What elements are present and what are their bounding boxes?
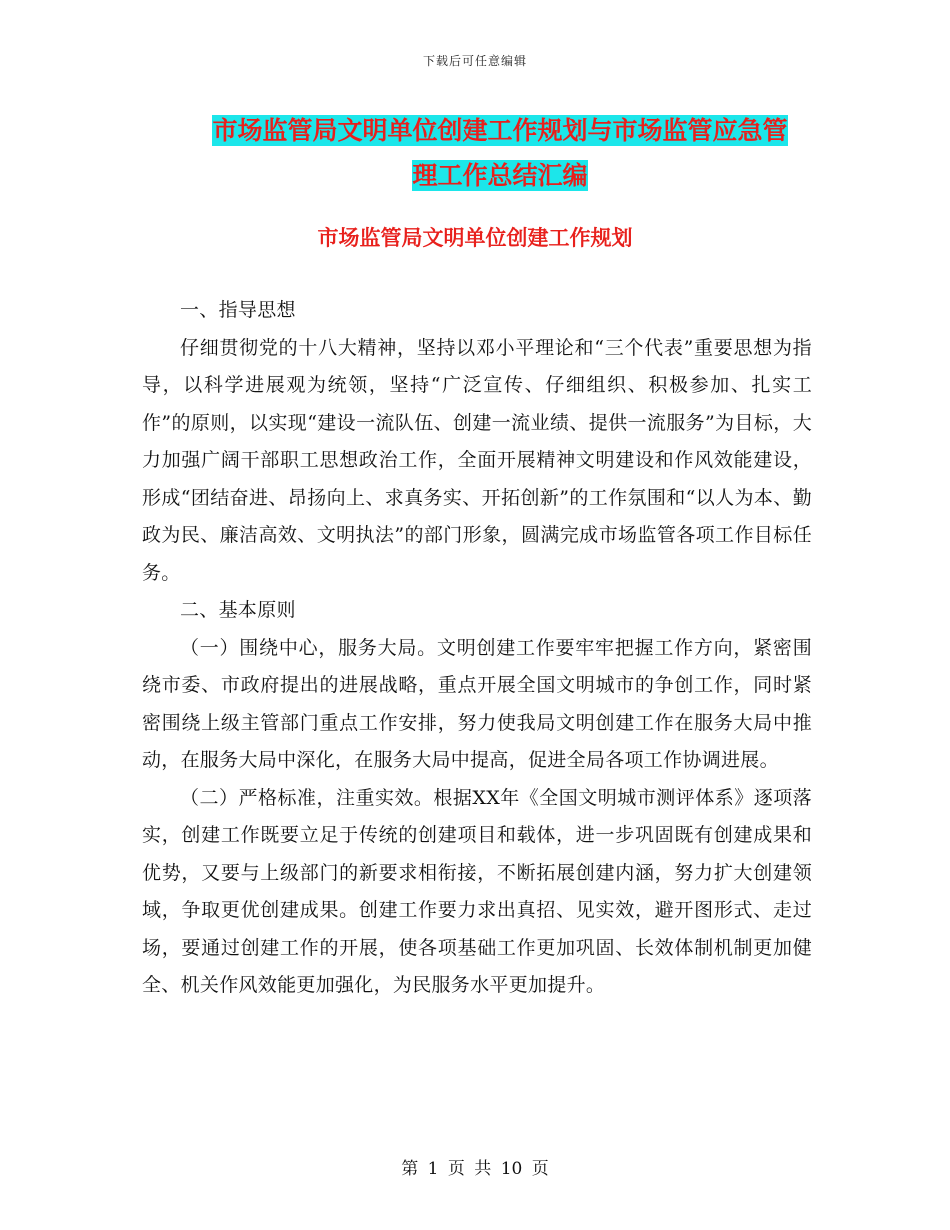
document-body bbox=[142, 292, 812, 1005]
page-header: 下载后可任意编辑 bbox=[422, 54, 527, 68]
document-title-line-2: 理工作总结汇编 bbox=[412, 161, 588, 190]
document-title-line-1: 市场监管局文明单位创建工作规划与市场监管应急管 bbox=[212, 116, 788, 145]
page-number-footer: 第 1 页 共 10 页 bbox=[401, 1159, 549, 1179]
document-title bbox=[140, 108, 860, 198]
heading-guiding-ideology: 一、指导思想 bbox=[180, 299, 296, 321]
paragraph-guiding-ideology: 仔细贯彻党的十八大精神，坚持以邓小平理论和“三个代表”重要思想为指导，以科学进展观为统领，坚持“广泛宣传、仔细组织、积极参加、扎实工作”的原则，以实现“建设一流队伍、创建一流业绩、提供一流服务”为目标，大力加强广阔干部职工思想政治工作，全面开展精神文明建设和作风效能建设，形成“团结奋进、昂扬向上、求真务实、开拓创新”的工作氛围和“以人为本、勤政为民、廉洁高效、文明执法”的部门形象，圆满完成市场监管各项工作目标任务。 bbox=[142, 336, 812, 584]
paragraph-principle-2: （二）严格标准，注重实效。根据XX年《全国文明城市测评体系》逐项落实，创建工作既要立足于传统的创建项目和载体，进一步巩固既有创建成果和优势，又要与上级部门的新要求相衔接，不断拓展创建内涵，努力扩大创建领域，争取更优创建成果。创建工作要力求出真招、见实效，避开图形式、走过场，要通过创建工作的开展，使各项基础工作更加巩固、长效体制机制更加健全、机关作风效能更加强化，为民服务水平更加提升。 bbox=[142, 786, 812, 996]
section-title: 市场监管局文明单位创建工作规划 bbox=[317, 226, 633, 250]
heading-basic-principles: 二、基本原则 bbox=[180, 599, 296, 621]
paragraph-principle-1: （一）围绕中心，服务大局。文明创建工作要牢牢把握工作方向，紧密围绕市委、市政府提出的进展战略，重点开展全国文明城市的争创工作，同时紧密围绕上级主管部门重点工作安排，努力使我局文明创建工作在服务大局中推动，在服务大局中深化，在服务大局中提高，促进全局各项工作协调进展。 bbox=[142, 636, 812, 771]
